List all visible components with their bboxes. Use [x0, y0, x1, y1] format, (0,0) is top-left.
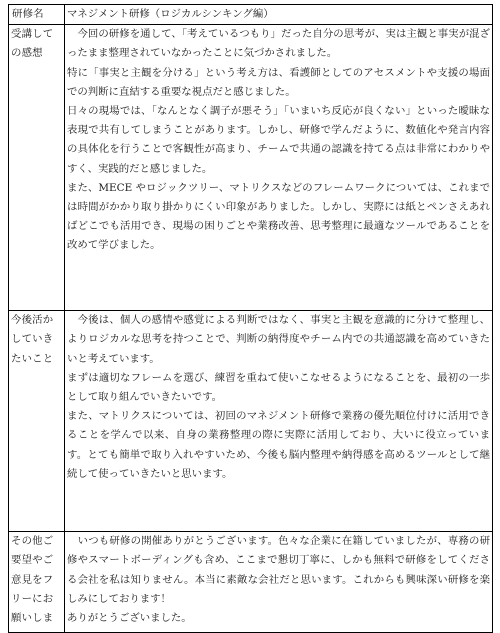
impressions-text [65, 25, 493, 311]
impressions-paragraph: 特に「事実と主観を分ける」という考え方は、看護師としてのアセスメントや支援の場面での判断に直結する重要な視点だと感じました。 [67, 66, 490, 98]
future-application-text [65, 311, 493, 532]
future-application-paragraph: 今後は、個人の感情や感覚による判断ではなく、事実と主観を意識的に分けて整理し、よりロジカルな思考を持つことで、判断の納得度やチーム内での共通認識を高めていきたいと考えています。 [67, 314, 490, 365]
header-row [9, 5, 493, 25]
training-name-label: 研修名 [9, 5, 65, 25]
future-application-row [9, 311, 493, 532]
future-application-paragraph: まずは適切なフレームを選び、練習を重ねて使いこなせるようになることを、最初の一歩として取り組んでいきたいです。 [67, 371, 490, 404]
future-application-label: 今後活かしていきたいこと [9, 311, 65, 532]
impressions-paragraph: また、MECE やロジックツリー、マトリクスなどのフレームワークについては、これまでは時間がかかり取り掛かりにくい印象がありました。しかし、実際には紙とペンさえあればどこでも活用でき、現場の困りごとや業務改善、思考整理に最適なツールであることを改めて学びました。 [67, 181, 490, 252]
impressions-label: 受講しての感想 [9, 25, 65, 311]
other-comments-paragraph: いつも研修の開催ありがとうございます。色々な企業に在籍していましたが、専務の研修やスマートボーディングも含め、ここまで懇切丁寧に、しかも無料で研修をしてくださる会社を私は知りません。本当に素敵な会社だと思います。これからも興味深い研修を楽しみにしております！ [67, 535, 490, 605]
other-comments-row [9, 532, 493, 633]
impressions-paragraph: 日々の現場では、「なんとなく調子が悪そう」「いまいち反応が良くない」といった曖昧な表現で共有してしまうことがあります。しかし、研修で学んだように、数値化や発言内容の具体化を行うことで客観性が高まり、チームで共通の認識を持てる点は非常にわかりやすく、実践的だと感じました。 [67, 105, 490, 175]
impressions-row [9, 25, 493, 311]
training-name-value: マネジメント研修（ロジカルシンキング編） [65, 5, 493, 25]
other-comments-paragraph: ありがとうございました。 [67, 612, 192, 625]
future-application-paragraph: また、マトリクスについては、初回のマネジメント研修で業務の優先順位付けに活用できることを学んで以来、自身の業務整理の際に実際に活用しており、大いに役立っています。とても簡単で取り入れやすいため、今後も脳内整理や納得感を高めるツールとして継続して使っていきたいと思います。 [67, 410, 490, 480]
other-comments-text [65, 532, 493, 633]
impressions-paragraph: 今回の研修を通して、「考えているつもり」だった自分の思考が、実は主観と事実が混ざったまま整理されていなかったことに気づかされました。 [67, 28, 490, 60]
other-comments-label: その他ご要望やご意見をフリーにお願いしま [9, 532, 65, 633]
training-report-table [8, 4, 493, 633]
